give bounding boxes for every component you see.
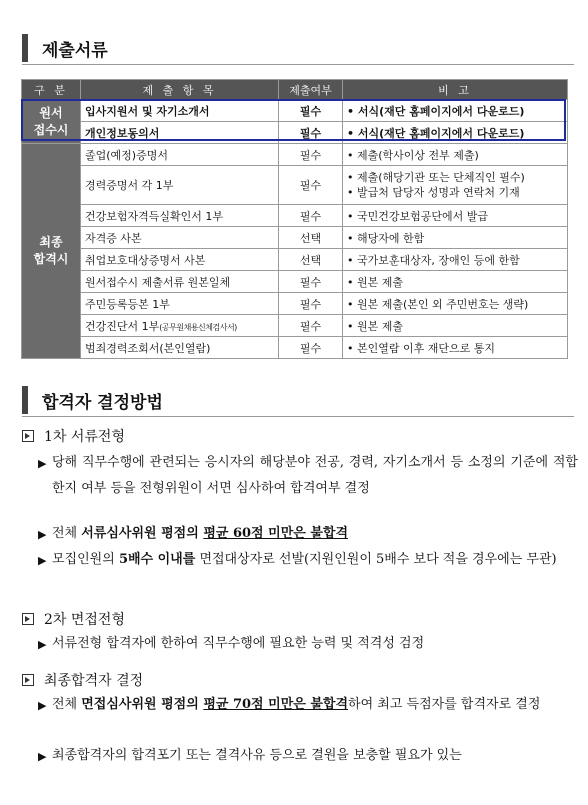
table-header-row (22, 80, 568, 100)
section-divider (22, 416, 574, 417)
triangle-bullet-icon: ▶ (38, 699, 47, 712)
final-heading (22, 670, 143, 690)
item-cell: 자격증 사본 (81, 227, 279, 249)
list-item (38, 521, 578, 548)
triangle-bullet-icon: ▶ (38, 528, 47, 541)
item-cell: 취업보호대상증명서 사본 (81, 249, 279, 271)
item-cell: 건강보험자격득실확인서 1부 (81, 205, 279, 227)
required-cell: 필수 (279, 122, 343, 144)
notes-cell: • 본인열람 이후 재단으로 통지 (343, 337, 568, 359)
item-subtext: (공무원채용신체검사서) (159, 322, 237, 332)
notes-cell: • 제출(학사이상 전부 제출) (343, 144, 568, 166)
stage2-heading-text: 2차 면접전형 (44, 612, 125, 628)
section-title-text: 제출서류 (42, 40, 108, 61)
note-text: 원본 제출(본인 외 주민번호는 생략) (357, 297, 529, 311)
stage1-heading (22, 426, 125, 446)
item-cell: 범죄경력조회서(본인열람) (81, 337, 279, 359)
section-divider (22, 64, 574, 65)
notes-cell: • 서식(재단 홈페이지에서 다운로드) (343, 100, 568, 122)
category-cell (22, 144, 81, 359)
note-text: 발급처 담당자 성명과 연락처 기재 (357, 186, 520, 199)
section-bar (22, 386, 28, 414)
list-item (38, 743, 578, 770)
table-row (22, 122, 568, 144)
required-cell: 필수 (279, 293, 343, 315)
list-item (38, 547, 578, 574)
header-item: 제 출 항 목 (81, 80, 279, 100)
bold-text: 면접심사위원 평점의 (81, 697, 204, 712)
item-cell: 경력증명서 각 1부 (81, 166, 279, 205)
item-cell: 입사지원서 및 자기소개서 (81, 100, 279, 122)
required-cell: 필수 (279, 205, 343, 227)
header-required: 제출여부 (279, 80, 343, 100)
table-row (22, 337, 568, 359)
final-bullet1 (52, 692, 578, 719)
table-row (22, 227, 568, 249)
triangle-bullet-icon: ▶ (38, 554, 47, 567)
required-cell: 필수 (279, 166, 343, 205)
note-text: 해당자에 한함 (357, 231, 425, 245)
category-label: 원서 접수시 (33, 105, 69, 137)
required-cell: 필수 (279, 315, 343, 337)
list-item (38, 692, 578, 719)
table-row (22, 100, 568, 122)
item-cell: 주민등록등본 1부 (81, 293, 279, 315)
required-cell: 선택 (279, 249, 343, 271)
required-cell: 필수 (279, 100, 343, 122)
note-text: 서식(재단 홈페이지에서 다운로드) (357, 104, 525, 118)
final-heading-text: 최종합격자 결정 (44, 673, 144, 689)
bold-text: 5배수 이내를 (118, 552, 196, 567)
note-text: 서식(재단 홈페이지에서 다운로드) (357, 126, 525, 140)
item-cell: 졸업(예정)증명서 (81, 144, 279, 166)
arrow-box-icon (22, 674, 34, 686)
note-text: 원본 제출 (357, 275, 404, 289)
required-cell: 필수 (279, 271, 343, 293)
notes-cell: • 서식(재단 홈페이지에서 다운로드) (343, 122, 568, 144)
notes-cell (343, 166, 568, 205)
item-cell (81, 315, 279, 337)
note-text: 제출(학사이상 전부 제출) (357, 148, 479, 162)
item-text: 건강진단서 1부 (85, 319, 160, 333)
header-notes: 비 고 (343, 80, 568, 100)
arrow-box-icon (22, 430, 34, 442)
table-row (22, 315, 568, 337)
header-category: 구 분 (22, 80, 81, 100)
item-cell: 원서접수시 제출서류 원본일체 (81, 271, 279, 293)
note-text: 국민건강보험공단에서 발급 (357, 209, 489, 223)
notes-cell: • 원본 제출(본인 외 주민번호는 생략) (343, 293, 568, 315)
underlined-text: 평균 70점 미만은 불합격 (203, 697, 349, 712)
note-text: 본인열람 이후 재단으로 통지 (357, 341, 496, 355)
note-line: • 제출(해당기관 또는 단체직인 필수) (347, 171, 525, 184)
category-cell (22, 100, 81, 144)
text-run: 하여 최고 득점자를 합격자로 결정 (348, 697, 541, 712)
text-run: 면접대상자로 선발(지원인원이 5배수 보다 적을 경우에는 무관) (195, 552, 557, 567)
notes-cell: • 국가보훈대상자, 장애인 등에 한함 (343, 249, 568, 271)
notes-cell: • 원본 제출 (343, 271, 568, 293)
stage1-bullet1: 당해 직무수행에 관련되는 응시자의 해당분야 전공, 경력, 자기소개서 등 소정의 기준에 적합한지 여부 등을 전형위원이 서면 심사하여 합격여부 결정 (52, 455, 578, 496)
stage2-heading (22, 609, 125, 629)
arrow-box-icon (22, 613, 34, 625)
category-label: 최종 합격시 (33, 235, 69, 266)
note-text: 제출(해당기관 또는 단체직인 필수) (357, 171, 525, 184)
triangle-bullet-icon: ▶ (38, 457, 47, 470)
required-cell: 필수 (279, 144, 343, 166)
triangle-bullet-icon: ▶ (38, 638, 47, 651)
note-line: • 발급처 담당자 성명과 연락처 기재 (347, 186, 520, 199)
stage1-heading-text: 1차 서류전형 (44, 429, 125, 445)
table-row (22, 293, 568, 315)
stage2-bullet1: 서류전형 합격자에 한하여 직무수행에 필요한 능력 및 적격성 검정 (52, 636, 425, 651)
bold-text: 서류심사위원 평점의 (81, 526, 204, 541)
required-cell: 필수 (279, 337, 343, 359)
text-run: 전체 (52, 526, 82, 541)
table-row (22, 144, 568, 166)
section-bar (22, 34, 28, 62)
item-cell: 개인정보동의서 (81, 122, 279, 144)
triangle-bullet-icon: ▶ (38, 750, 47, 763)
note-text: 원본 제출 (357, 319, 404, 333)
required-cell: 선택 (279, 227, 343, 249)
list-item (38, 450, 578, 502)
table-row (22, 271, 568, 293)
underlined-text: 평균 60점 미만은 불합격 (203, 526, 349, 541)
note-text: 국가보훈대상자, 장애인 등에 한함 (357, 253, 520, 267)
text-run: 모집인원의 (52, 552, 119, 567)
stage1-bullet2 (52, 521, 578, 548)
section-title-text: 합격자 결정방법 (42, 392, 163, 413)
text-run: 전체 (52, 697, 82, 712)
documents-table (21, 79, 568, 359)
notes-cell: • 해당자에 한함 (343, 227, 568, 249)
final-bullet2: 최종합격자의 합격포기 또는 결격사유 등으로 결원을 보충할 필요가 있는 (52, 748, 462, 763)
table-row (22, 166, 568, 205)
section-title-selection (22, 386, 163, 414)
table-row (22, 249, 568, 271)
list-item (38, 631, 578, 658)
table-row (22, 205, 568, 227)
section-title-documents (22, 34, 108, 62)
notes-cell: • 원본 제출 (343, 315, 568, 337)
notes-cell: • 국민건강보험공단에서 발급 (343, 205, 568, 227)
stage1-bullet3 (52, 547, 578, 574)
